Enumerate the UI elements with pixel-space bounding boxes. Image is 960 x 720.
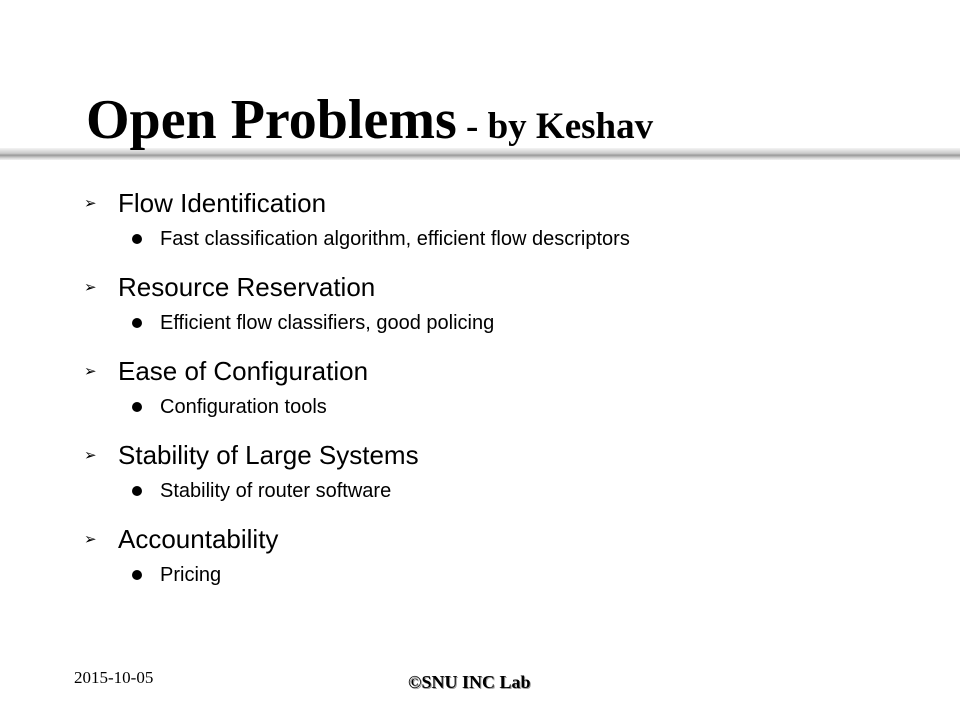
bullet-item [84,181,630,265]
sub-bullet-label: Efficient flow classifiers, good policing [160,312,495,334]
sub-bullet-label: Stability of router software [160,480,392,502]
arrow-bullet-icon: ➢ [84,193,97,212]
bullet-label: Accountability [118,524,279,554]
slide-title [86,89,667,151]
bullet-list [84,181,630,601]
footer-copyright [408,672,530,693]
sub-bullet-item [132,393,630,421]
sub-bullet-item [132,477,630,505]
sub-bullet-label: Pricing [160,564,222,586]
bullet-item [84,349,630,433]
footer-date: 2015-10-05 [74,668,154,687]
bullet-item [84,265,630,349]
bullet-label: Resource Reservation [118,272,376,302]
sub-bullet-item [132,561,630,589]
sub-bullet-label: Configuration tools [160,396,327,418]
slide-title-main: Open Problems [86,89,457,151]
arrow-bullet-icon: ➢ [84,445,97,464]
arrow-bullet-icon: ➢ [84,277,97,296]
dot-bullet-icon [132,234,142,244]
dot-bullet-icon [132,570,142,580]
slide-title-sub: - by Keshav [456,106,654,147]
sub-bullet-item [132,225,630,253]
copyright-icon: © [408,672,422,692]
bullet-item [84,433,630,517]
footer-lab-name: SNU INC Lab [421,672,531,692]
arrow-bullet-icon: ➢ [84,361,97,380]
dot-bullet-icon [132,402,142,412]
dot-bullet-icon [132,486,142,496]
bullet-label: Stability of Large Systems [118,440,419,470]
arrow-bullet-icon: ➢ [84,529,97,548]
bullet-item [84,517,630,601]
sub-bullet-item [132,309,630,337]
sub-bullet-label: Fast classification algorithm, efficient flow descriptors [160,228,630,250]
bullet-label: Ease of Configuration [118,356,369,386]
bullet-label: Flow Identification [118,188,327,218]
dot-bullet-icon [132,318,142,328]
